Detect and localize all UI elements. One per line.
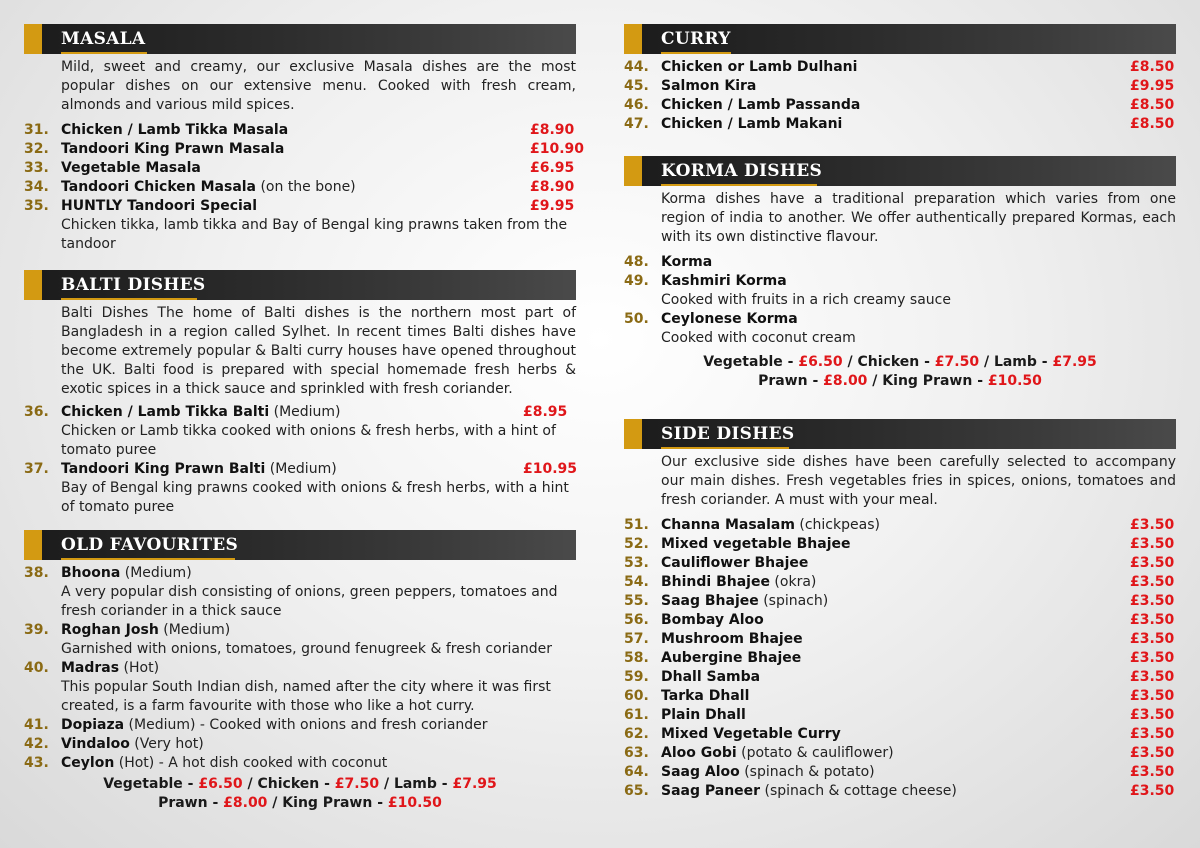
menu-item xyxy=(624,706,1176,725)
item-number: 38. xyxy=(24,565,49,581)
menu-item-row xyxy=(624,763,1176,782)
item-description: This popular South Indian dish, named after the city where it was first created, is a farm favourite with those who like a hot curry. xyxy=(61,679,551,714)
menu-item-row xyxy=(624,687,1176,706)
menu-item-row xyxy=(624,630,1176,649)
item-price: £3.50 xyxy=(1130,555,1175,571)
item-name xyxy=(661,272,787,291)
item-price: £8.50 xyxy=(1130,59,1175,75)
menu-item-row xyxy=(24,197,576,216)
item-number: 62. xyxy=(624,726,649,742)
menu-item xyxy=(624,516,1176,535)
price-value: £10.50 xyxy=(987,373,1042,389)
section-description: Korma dishes have a traditional preparation which varies from one region of india to another. We offer authentically prepared Kormas, each with its own distinctive flavour. xyxy=(661,191,1176,245)
item-price: £3.50 xyxy=(1130,707,1175,723)
item-name xyxy=(61,460,337,479)
item-name xyxy=(661,649,801,668)
item-name-text: Mushroom Bhajee xyxy=(661,631,803,647)
section-masala xyxy=(24,24,585,254)
item-price: £6.95 xyxy=(530,160,575,176)
item-description: Chicken or Lamb tikka cooked with onions & fresh herbs, with a hint of tomato puree xyxy=(61,423,556,458)
price-summary-line xyxy=(24,794,576,813)
item-price: £3.50 xyxy=(1130,650,1175,666)
menu-item xyxy=(624,763,1176,782)
item-note: (on the bone) xyxy=(256,179,356,195)
menu-item-row xyxy=(24,403,576,422)
section-description: Mild, sweet and creamy, our exclusive Masala dishes are the most popular dishes on our extensive menu. Cooked with fresh cream, almonds and various mild spices. xyxy=(61,59,576,113)
price-label: / Lamb - xyxy=(379,776,453,792)
item-price: £9.95 xyxy=(1130,78,1175,94)
item-price: £8.50 xyxy=(1130,97,1175,113)
item-note: (spinach & cottage cheese) xyxy=(760,783,957,799)
section-old-favourites xyxy=(24,530,576,813)
menu-item-row xyxy=(24,159,576,178)
item-name-text: Vegetable Masala xyxy=(61,160,201,176)
menu-item-row xyxy=(24,121,576,140)
item-price: £10.90 xyxy=(530,141,585,157)
menu-item xyxy=(24,735,576,754)
item-price: £8.95 xyxy=(523,404,568,420)
section-header xyxy=(24,270,576,300)
item-name xyxy=(61,735,204,754)
item-price: £3.50 xyxy=(1130,764,1175,780)
price-summary xyxy=(24,775,576,813)
item-number: 34. xyxy=(24,179,49,195)
item-list xyxy=(624,516,1176,801)
menu-item xyxy=(624,630,1176,649)
price-summary-line xyxy=(24,775,576,794)
item-note: (potato & cauliflower) xyxy=(736,745,894,761)
menu-item-row xyxy=(24,659,576,678)
item-name-text: Tarka Dhall xyxy=(661,688,750,704)
item-name-text: Bhindi Bhajee xyxy=(661,574,770,590)
menu-item-row xyxy=(624,554,1176,573)
item-number: 55. xyxy=(624,593,649,609)
menu-item-row xyxy=(24,735,576,754)
menu-item xyxy=(624,649,1176,668)
price-label: Vegetable - xyxy=(703,354,799,370)
item-name-text: Ceylonese Korma xyxy=(661,311,798,327)
price-value: £7.95 xyxy=(1052,354,1097,370)
item-name-text: HUNTLY Tandoori Special xyxy=(61,198,258,214)
item-name xyxy=(61,403,341,422)
item-number: 31. xyxy=(24,122,49,138)
item-name-text: Ceylon xyxy=(61,755,115,771)
menu-item-row xyxy=(624,611,1176,630)
item-price: £8.90 xyxy=(530,122,575,138)
section-title: OLD FAVOURITES xyxy=(61,535,239,555)
title-underline xyxy=(61,558,235,560)
price-value: £6.50 xyxy=(798,354,843,370)
item-name-text: Aubergine Bhajee xyxy=(661,650,802,666)
item-name-text: Tandoori King Prawn Masala xyxy=(61,141,285,157)
item-number: 56. xyxy=(624,612,649,628)
menu-item-row xyxy=(24,460,576,479)
menu-item xyxy=(24,659,576,716)
item-price: £8.90 xyxy=(530,179,575,195)
item-number: 61. xyxy=(624,707,649,723)
menu-item xyxy=(624,782,1176,801)
menu-item xyxy=(624,668,1176,687)
item-note: (Medium) xyxy=(120,565,192,581)
item-name-text: Tandoori King Prawn Balti xyxy=(61,461,266,477)
item-name xyxy=(661,706,746,725)
price-label: / Chicken - xyxy=(842,354,935,370)
menu-item-row xyxy=(24,140,585,159)
item-note: (okra) xyxy=(769,574,817,590)
item-price: £3.50 xyxy=(1130,745,1175,761)
item-name xyxy=(661,115,842,134)
item-price: £10.95 xyxy=(523,461,578,477)
item-price: £3.50 xyxy=(1130,612,1175,628)
menu-item-row xyxy=(624,272,1176,291)
item-number: 33. xyxy=(24,160,49,176)
item-price: £9.95 xyxy=(530,198,575,214)
item-number: 54. xyxy=(624,574,649,590)
menu-item xyxy=(24,564,576,621)
item-number: 50. xyxy=(624,311,649,327)
section-title: SIDE DISHES xyxy=(661,424,795,444)
menu-item-row xyxy=(624,668,1176,687)
price-label: / Chicken - xyxy=(242,776,335,792)
item-name xyxy=(61,121,288,140)
menu-item-row xyxy=(624,782,1176,801)
item-name xyxy=(61,716,488,735)
price-summary-line xyxy=(624,353,1176,372)
title-underline xyxy=(61,298,197,300)
section-title: BALTI DISHES xyxy=(61,275,206,295)
item-note: (spinach) xyxy=(758,593,829,609)
menu-item xyxy=(24,754,576,773)
menu-item xyxy=(24,178,576,197)
item-name xyxy=(661,554,808,573)
menu-item xyxy=(624,725,1176,744)
menu-item-row xyxy=(624,516,1176,535)
item-note: (Medium) xyxy=(158,622,231,638)
item-name xyxy=(661,535,851,554)
item-name-text: Chicken or Lamb Dulhani xyxy=(661,59,858,75)
price-value: £6.50 xyxy=(198,776,243,792)
item-name-text: Salmon Kira xyxy=(661,78,757,94)
menu-item xyxy=(24,716,576,735)
price-label: / King Prawn - xyxy=(867,373,988,389)
menu-item xyxy=(24,197,576,254)
item-price: £3.50 xyxy=(1130,517,1175,533)
menu-item xyxy=(24,121,576,140)
menu-item-row xyxy=(624,253,1176,272)
item-name xyxy=(661,77,756,96)
menu-item-row xyxy=(624,115,1176,134)
section-korma xyxy=(624,156,1176,391)
menu-item-row xyxy=(624,649,1176,668)
menu-item xyxy=(624,573,1176,592)
menu-item xyxy=(624,687,1176,706)
section-description: Our exclusive side dishes have been carefully selected to accompany our main dishes. Fresh vegetables fries in spices, onions, tomatoes and fresh coriander. A must with your meal. xyxy=(661,454,1176,508)
menu-item xyxy=(624,744,1176,763)
price-label: Prawn - xyxy=(758,373,824,389)
menu-item xyxy=(624,535,1176,554)
item-name-text: Korma xyxy=(661,254,713,270)
item-name xyxy=(61,754,387,773)
item-number: 60. xyxy=(624,688,649,704)
item-name xyxy=(661,592,828,611)
item-description: Cooked with fruits in a rich creamy sauce xyxy=(661,292,951,308)
item-name xyxy=(661,96,860,115)
item-price: £3.50 xyxy=(1130,593,1175,609)
menu-item xyxy=(24,403,576,460)
item-number: 49. xyxy=(624,273,649,289)
item-number: 40. xyxy=(24,660,49,676)
item-name-text: Chicken / Lamb Tikka Masala xyxy=(61,122,289,138)
item-note: (chickpeas) xyxy=(794,517,880,533)
price-label: Prawn - xyxy=(158,795,224,811)
item-name-text: Chicken / Lamb Makani xyxy=(661,116,843,132)
menu-item xyxy=(624,58,1176,77)
item-name-text: Saag Aloo xyxy=(661,764,740,780)
item-number: 51. xyxy=(624,517,649,533)
menu-item-row xyxy=(624,592,1176,611)
item-price: £3.50 xyxy=(1130,688,1175,704)
price-label: / Lamb - xyxy=(979,354,1053,370)
menu-item xyxy=(624,115,1176,134)
item-name-text: Vindaloo xyxy=(61,736,130,752)
item-number: 48. xyxy=(624,254,649,270)
item-name-text: Tandoori Chicken Masala xyxy=(61,179,257,195)
menu-item-row xyxy=(624,573,1176,592)
item-price: £8.50 xyxy=(1130,116,1175,132)
item-name xyxy=(61,564,192,583)
item-name-text: Plain Dhall xyxy=(661,707,746,723)
menu-item xyxy=(24,159,576,178)
item-number: 65. xyxy=(624,783,649,799)
price-summary-line xyxy=(624,372,1176,391)
item-number: 39. xyxy=(24,622,49,638)
menu-item xyxy=(624,611,1176,630)
item-name-text: Channa Masalam xyxy=(661,517,795,533)
price-label: / King Prawn - xyxy=(267,795,388,811)
item-name xyxy=(61,659,159,678)
menu-item xyxy=(624,310,1176,348)
item-name xyxy=(61,140,284,159)
item-number: 52. xyxy=(624,536,649,552)
item-number: 35. xyxy=(24,198,49,214)
item-price: £3.50 xyxy=(1130,669,1175,685)
menu-item-row xyxy=(624,96,1176,115)
menu-item-row xyxy=(24,716,576,735)
item-name-text: Kashmiri Korma xyxy=(661,273,787,289)
price-value: £8.00 xyxy=(823,373,868,389)
menu-item-row xyxy=(624,706,1176,725)
section-description: Balti Dishes The home of Balti dishes is the northern most part of Bangladesh in a region called Sylhet. In recent times Balti dishes have become extremely popular & Balti curry houses have opened throughout the UK. Balti food is prepared with special homemade fresh herbs & exotic spices in a thick sauce and sprinkled with fresh coriander. xyxy=(61,305,576,397)
item-name-text: Madras xyxy=(61,660,120,676)
item-name xyxy=(61,197,257,216)
price-value: £7.95 xyxy=(452,776,497,792)
item-name-text: Mixed Vegetable Curry xyxy=(661,726,841,742)
item-name-text: Aloo Gobi xyxy=(661,745,737,761)
menu-item-row xyxy=(24,564,576,583)
menu-item-row xyxy=(24,754,576,773)
title-underline xyxy=(661,447,789,449)
item-name xyxy=(661,763,875,782)
item-price: £3.50 xyxy=(1130,574,1175,590)
section-title: MASALA xyxy=(61,29,146,49)
item-price: £3.50 xyxy=(1130,783,1175,799)
item-number: 36. xyxy=(24,404,49,420)
item-name xyxy=(61,621,230,640)
item-name xyxy=(661,725,841,744)
section-header xyxy=(24,24,576,54)
price-label: Vegetable - xyxy=(103,776,199,792)
section-side-dishes xyxy=(624,419,1176,801)
menu-item xyxy=(624,592,1176,611)
item-note: (Very hot) xyxy=(129,736,204,752)
item-name-text: Bhoona xyxy=(61,565,121,581)
item-name xyxy=(661,611,764,630)
menu-item xyxy=(24,621,576,659)
item-number: 63. xyxy=(624,745,649,761)
item-number: 57. xyxy=(624,631,649,647)
title-underline xyxy=(61,52,147,54)
item-number: 41. xyxy=(24,717,49,733)
item-price: £3.50 xyxy=(1130,536,1175,552)
item-number: 53. xyxy=(624,555,649,571)
menu-item-row xyxy=(624,725,1176,744)
item-description: Cooked with coconut cream xyxy=(661,330,856,346)
menu-item xyxy=(24,460,576,517)
item-name xyxy=(661,310,798,329)
item-name-text: Cauliflower Bhajee xyxy=(661,555,809,571)
menu-item-row xyxy=(624,58,1176,77)
item-number: 58. xyxy=(624,650,649,666)
menu-item-row xyxy=(624,535,1176,554)
section-header xyxy=(24,530,576,560)
item-name-text: Bombay Aloo xyxy=(661,612,764,628)
item-note: (Medium) xyxy=(265,461,337,477)
item-number: 32. xyxy=(24,141,49,157)
item-name xyxy=(661,668,760,687)
item-name xyxy=(661,573,816,592)
section-balti xyxy=(24,270,576,517)
item-price: £3.50 xyxy=(1130,631,1175,647)
section-header xyxy=(624,419,1176,449)
item-name-text: Chicken / Lamb Tikka Balti xyxy=(61,404,270,420)
price-value: £7.50 xyxy=(934,354,980,370)
item-name xyxy=(661,744,894,763)
menu-item-row xyxy=(24,178,576,197)
section-title: CURRY xyxy=(661,29,731,49)
item-description: Bay of Bengal king prawns cooked with onions & fresh herbs, with a hint of tomato puree xyxy=(61,480,569,515)
item-name xyxy=(61,159,201,178)
item-list xyxy=(24,403,576,517)
item-name-text: Roghan Josh xyxy=(61,622,159,638)
price-value: £7.50 xyxy=(334,776,380,792)
item-list xyxy=(24,121,585,254)
item-number: 44. xyxy=(624,59,649,75)
menu-item-row xyxy=(624,744,1176,763)
item-list xyxy=(624,253,1176,348)
menu-item xyxy=(624,554,1176,573)
item-name xyxy=(661,782,957,801)
section-header xyxy=(624,156,1176,186)
price-summary xyxy=(624,353,1176,391)
menu-item-row xyxy=(24,621,576,640)
item-description: A very popular dish consisting of onions, green peppers, tomatoes and fresh coriander in a thick sauce xyxy=(61,584,558,619)
item-number: 47. xyxy=(624,116,649,132)
item-description: Garnished with onions, tomatoes, ground fenugreek & fresh coriander xyxy=(61,641,553,657)
item-note: (Hot) - A hot dish cooked with coconut xyxy=(114,755,388,771)
item-number: 46. xyxy=(624,97,649,113)
item-number: 42. xyxy=(24,736,49,752)
price-value: £8.00 xyxy=(223,795,268,811)
item-name-text: Saag Bhajee xyxy=(661,593,759,609)
item-number: 45. xyxy=(624,78,649,94)
item-note: (spinach & potato) xyxy=(739,764,875,780)
item-description: Chicken tikka, lamb tikka and Bay of Bengal king prawns taken from the tandoor xyxy=(61,217,568,252)
item-name xyxy=(661,516,880,535)
menu-item xyxy=(624,253,1176,272)
item-name xyxy=(661,687,749,706)
item-list xyxy=(24,564,576,773)
price-value: £10.50 xyxy=(387,795,442,811)
item-name-text: Chicken / Lamb Passanda xyxy=(661,97,861,113)
menu-item-row xyxy=(624,77,1176,96)
item-name-text: Dopiaza xyxy=(61,717,125,733)
item-note: (Medium) - Cooked with onions and fresh coriander xyxy=(124,717,488,733)
menu-item xyxy=(624,96,1176,115)
section-curry xyxy=(624,24,1176,134)
item-price: £3.50 xyxy=(1130,726,1175,742)
menu-item-row xyxy=(624,310,1176,329)
item-number: 37. xyxy=(24,461,49,477)
item-list xyxy=(624,58,1176,134)
menu-item xyxy=(624,77,1176,96)
title-underline xyxy=(661,184,817,186)
item-name-text: Saag Paneer xyxy=(661,783,761,799)
item-number: 59. xyxy=(624,669,649,685)
item-note: (Hot) xyxy=(119,660,160,676)
menu-item xyxy=(624,272,1176,310)
menu-item xyxy=(24,140,585,159)
item-name-text: Mixed vegetable Bhajee xyxy=(661,536,851,552)
item-name xyxy=(61,178,356,197)
item-name xyxy=(661,630,803,649)
section-header xyxy=(624,24,1176,54)
item-note: (Medium) xyxy=(269,404,341,420)
section-title: KORMA DISHES xyxy=(661,161,823,181)
item-number: 43. xyxy=(24,755,49,771)
item-name xyxy=(661,253,712,272)
item-number: 64. xyxy=(624,764,649,780)
item-name-text: Dhall Samba xyxy=(661,669,761,685)
item-name xyxy=(661,58,857,77)
title-underline xyxy=(661,52,731,54)
